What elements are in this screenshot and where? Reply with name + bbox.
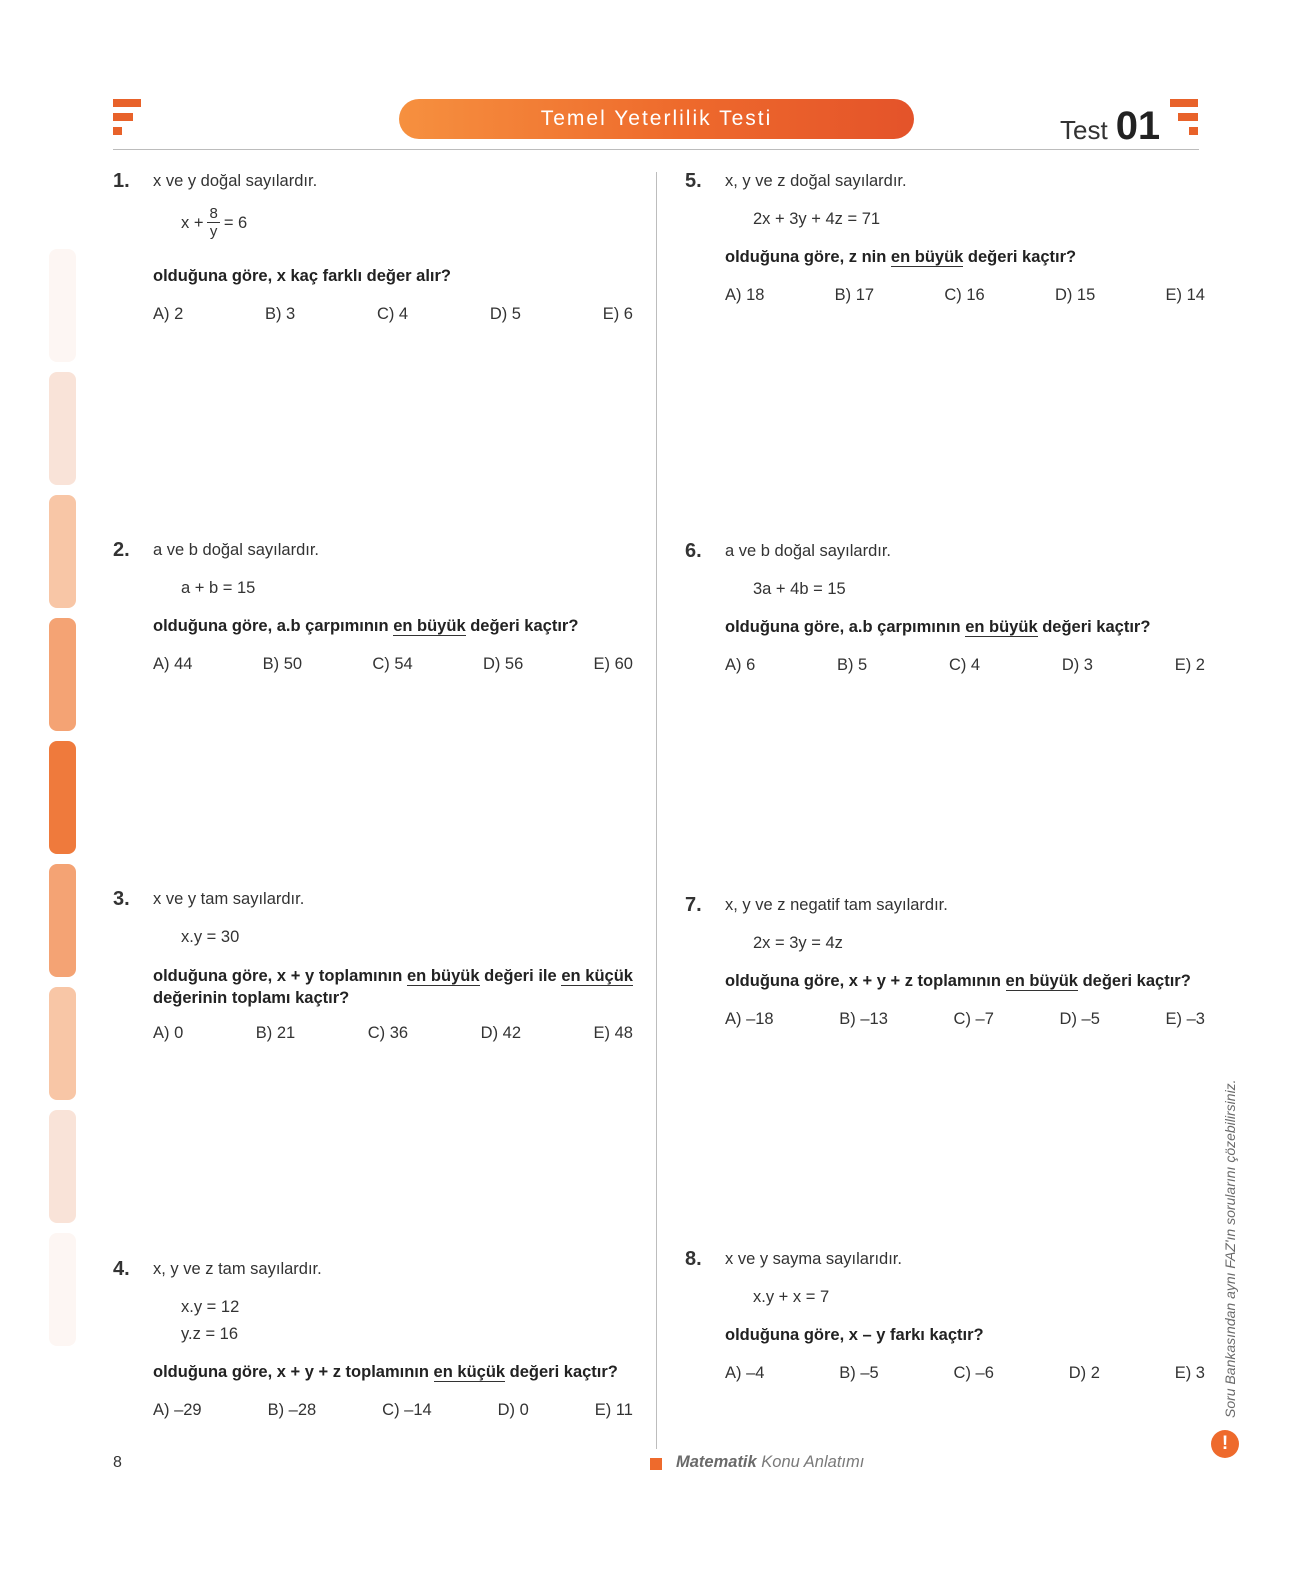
side-tab: [49, 1110, 76, 1223]
question-number: 4.: [113, 1258, 130, 1280]
brand-logo-right: [1170, 99, 1200, 139]
question-intro: x, y ve z doğal sayılardır.: [725, 172, 907, 190]
option-e[interactable]: E) 2: [1174, 656, 1205, 674]
page-number: 8: [113, 1454, 122, 1471]
question-ask: olduğuna göre, x kaç farklı değer alır?: [153, 267, 451, 285]
equation-part: = 6: [223, 213, 248, 232]
test-word: Test: [1060, 115, 1108, 145]
option-a[interactable]: A) –18: [725, 1010, 774, 1028]
header-divider: [113, 149, 1199, 150]
question-ask: olduğuna göre, x – y farkı kaçtır?: [725, 1326, 984, 1344]
option-c[interactable]: C) –6: [953, 1364, 994, 1382]
side-tab: [49, 495, 76, 608]
option-c[interactable]: C) 4: [376, 305, 409, 323]
answer-options: [153, 305, 633, 324]
question-intro: a ve b doğal sayılardır.: [725, 542, 892, 560]
question-equation: [181, 206, 247, 241]
option-b[interactable]: B) 50: [262, 655, 303, 673]
question-intro: x ve y sayma sayılarıdır.: [725, 1250, 902, 1268]
ask-emphasis: en küçük: [433, 1363, 506, 1381]
option-e[interactable]: E) 60: [593, 655, 633, 673]
answer-options: [725, 656, 1205, 675]
option-b[interactable]: B) 3: [264, 305, 296, 323]
option-e[interactable]: E) 6: [602, 305, 633, 323]
side-tab: [49, 618, 76, 731]
side-tab: [49, 249, 76, 362]
question-number: 5.: [685, 170, 702, 192]
question-number: 1.: [113, 170, 130, 192]
option-e[interactable]: E) 14: [1165, 286, 1205, 304]
ask-text: olduğuna göre, z nin: [725, 248, 891, 266]
question-number: 6.: [685, 540, 702, 562]
side-tab: [49, 372, 76, 485]
option-c[interactable]: C) –14: [382, 1401, 432, 1419]
side-note: Soru Bankasından aynı FAZ'ın sorularını çözebilirsiniz.: [1222, 1079, 1238, 1418]
option-d[interactable]: D) 42: [480, 1024, 522, 1042]
question-intro: x, y ve z tam sayılardır.: [153, 1260, 322, 1278]
option-e[interactable]: E) 3: [1174, 1364, 1205, 1382]
option-b[interactable]: B) –13: [839, 1010, 888, 1028]
question-ask: [725, 248, 1076, 267]
option-a[interactable]: A) 18: [725, 286, 765, 304]
ask-text: olduğuna göre, x + y + z toplamının: [725, 972, 1006, 990]
option-c[interactable]: C) 4: [948, 656, 981, 674]
equation-part: x +: [181, 213, 204, 232]
option-e[interactable]: E) 48: [593, 1024, 633, 1042]
question-equation: 2x + 3y + 4z = 71: [753, 210, 881, 228]
question-intro: x ve y tam sayılardır.: [153, 890, 305, 908]
answer-options: [725, 1010, 1205, 1029]
option-d[interactable]: D) –5: [1059, 1010, 1100, 1028]
question-number: 2.: [113, 539, 130, 561]
question-number: 3.: [113, 888, 130, 910]
question-ask: [725, 972, 1191, 991]
option-a[interactable]: A) 44: [153, 655, 193, 673]
question-intro: x, y ve z negatif tam sayılardır.: [725, 896, 948, 914]
option-a[interactable]: A) 0: [153, 1024, 184, 1042]
question-equation: x.y + x = 7: [753, 1288, 830, 1306]
ask-text: değeri kaçtır?: [1037, 618, 1151, 636]
option-d[interactable]: D) 56: [482, 655, 524, 673]
question-ask: [153, 617, 578, 636]
side-tab: [49, 741, 76, 854]
option-e[interactable]: E) 11: [594, 1401, 633, 1419]
question-ask: [153, 1363, 618, 1382]
ask-text: olduğuna göre, x + y + z toplamının: [153, 1363, 434, 1381]
option-b[interactable]: B) –28: [267, 1401, 317, 1419]
ask-emphasis: en büyük: [890, 248, 964, 266]
test-number: 01: [1115, 104, 1161, 148]
answer-options: [153, 655, 633, 674]
option-c[interactable]: C) 36: [367, 1024, 409, 1042]
answer-options: [725, 286, 1205, 305]
ask-emphasis: en küçük: [561, 967, 633, 985]
answer-options: [153, 1024, 633, 1043]
ask-text: değeri kaçtır?: [465, 617, 579, 635]
test-label: [1060, 104, 1161, 148]
ask-text: değeri kaçtır?: [1077, 972, 1191, 990]
column-divider: [656, 172, 657, 1449]
ask-text: değerinin toplamı kaçtır?: [153, 989, 350, 1007]
option-c[interactable]: C) 54: [372, 655, 413, 673]
option-b[interactable]: B) 17: [834, 286, 875, 304]
ask-text: olduğuna göre, x + y toplamının: [153, 967, 407, 985]
footer-book-bold: Matematik: [676, 1453, 757, 1471]
ask-text: değeri kaçtır?: [963, 248, 1077, 266]
question-equation: a + b = 15: [181, 579, 256, 597]
option-a[interactable]: A) –29: [153, 1401, 202, 1419]
option-a[interactable]: A) –4: [725, 1364, 765, 1382]
answer-options: [725, 1364, 1205, 1383]
question-intro: x ve y doğal sayılardır.: [153, 172, 318, 190]
question-equation: 3a + 4b = 15: [753, 580, 846, 598]
option-d[interactable]: D) 3: [1061, 656, 1093, 674]
option-a[interactable]: A) 2: [153, 305, 184, 323]
fraction-numerator: 8: [209, 205, 218, 222]
question-equation: y.z = 16: [181, 1325, 239, 1343]
question-ask: [153, 965, 633, 1009]
option-d[interactable]: D) 15: [1054, 286, 1096, 304]
ask-emphasis: en büyük: [393, 617, 466, 635]
fraction-denominator: y: [209, 223, 218, 240]
option-b[interactable]: B) –5: [839, 1364, 879, 1382]
question-number: 7.: [685, 894, 702, 916]
header-title: Temel Yeterlilik Testi: [399, 99, 914, 139]
footer-book-title: [676, 1453, 864, 1472]
option-d[interactable]: D) 5: [489, 305, 521, 323]
option-b[interactable]: B) 21: [255, 1024, 296, 1042]
ask-text: olduğuna göre, a.b çarpımının: [725, 618, 966, 636]
ask-emphasis: en büyük: [406, 967, 480, 985]
exclamation-icon: !: [1211, 1430, 1239, 1458]
option-c[interactable]: C) –7: [953, 1010, 994, 1028]
ask-text: olduğuna göre, a.b çarpımının: [153, 617, 394, 635]
ask-text: değeri kaçtır?: [505, 1363, 618, 1381]
question-number: 8.: [685, 1248, 702, 1270]
option-b[interactable]: B) 5: [836, 656, 868, 674]
question-equation: 2x = 3y = 4z: [753, 934, 843, 952]
brand-logo-left: [113, 99, 143, 139]
option-e[interactable]: E) –3: [1165, 1010, 1205, 1028]
fraction: [207, 206, 219, 241]
question-ask: [725, 618, 1150, 637]
answer-options: [153, 1401, 633, 1420]
question-equation: x.y = 12: [181, 1298, 240, 1316]
ask-text: değeri ile: [479, 967, 562, 985]
side-tab: [49, 1233, 76, 1346]
option-d[interactable]: D) 0: [497, 1401, 529, 1419]
ask-emphasis: en büyük: [965, 618, 1038, 636]
option-a[interactable]: A) 6: [725, 656, 756, 674]
question-equation: x.y = 30: [181, 928, 240, 946]
option-c[interactable]: C) 16: [944, 286, 985, 304]
footer-book-rest: Konu Anlatımı: [756, 1453, 865, 1471]
ask-emphasis: en büyük: [1005, 972, 1078, 990]
option-d[interactable]: D) 2: [1068, 1364, 1100, 1382]
side-tab: [49, 987, 76, 1100]
question-intro: a ve b doğal sayılardır.: [153, 541, 320, 559]
side-tab: [49, 864, 76, 977]
footer-square-icon: [650, 1458, 662, 1470]
